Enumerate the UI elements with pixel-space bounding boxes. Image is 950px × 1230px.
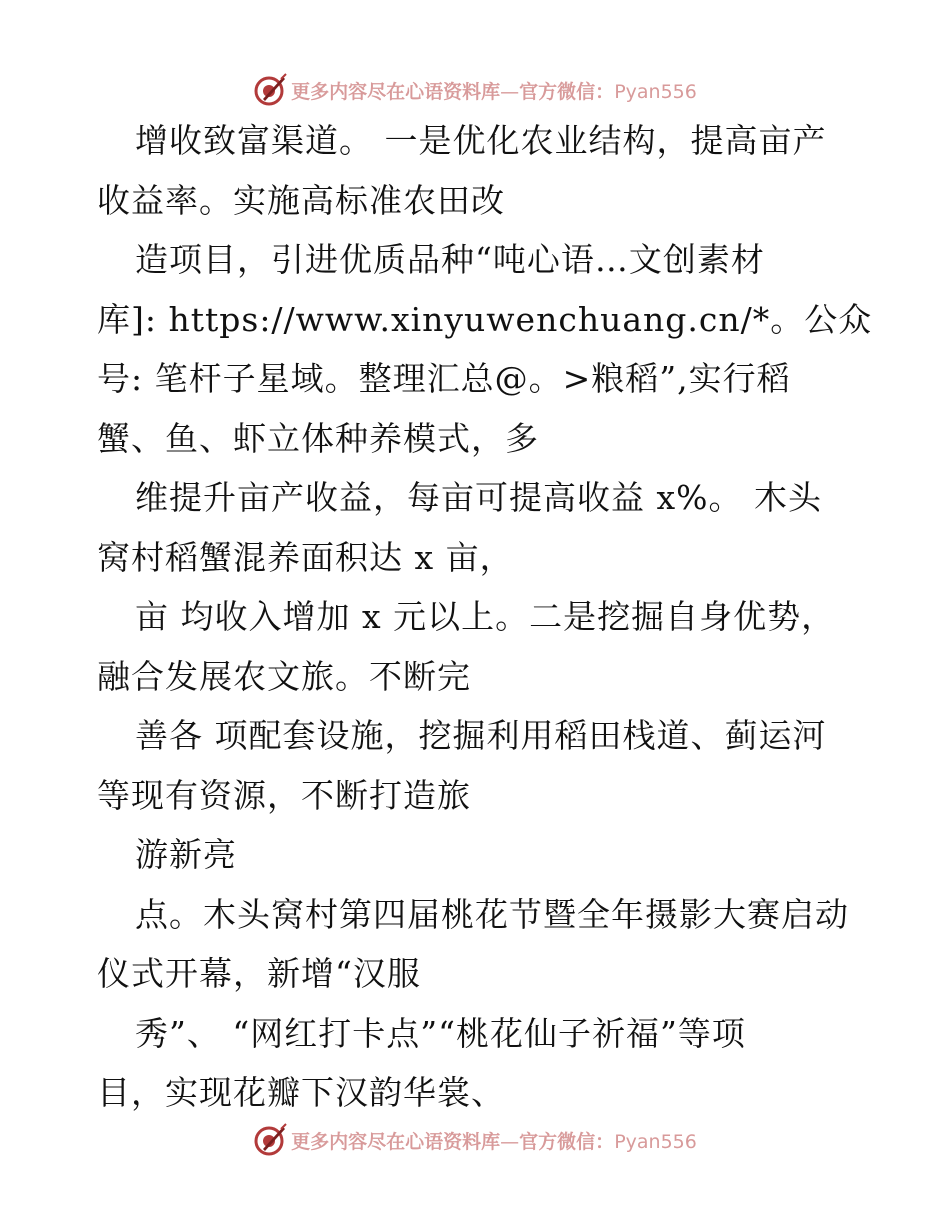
pen-logo-icon <box>253 73 287 107</box>
footer-banner <box>0 1120 950 1160</box>
body-line-3: 造项目，引进优质品种“吨心语…文创素材 <box>135 240 765 279</box>
header-banner-text <box>291 77 697 104</box>
body-line-12: 等现有资源，不断打造旅 <box>97 776 471 815</box>
body-line-11: 善各 项配套设施，挖掘利用稻田栈道、蓟运河 <box>135 716 827 755</box>
body-line-7: 维提升亩产收益，每亩可提高收益 x%。 木头 <box>135 478 822 517</box>
header-handle: Pyan556 <box>614 80 697 103</box>
body-line-15: 仪式开幕，新增“汉服 <box>97 954 421 993</box>
header-banner <box>0 70 950 110</box>
footer-banner-text <box>291 1127 697 1154</box>
body-line-1: 增收致富渠道。 一是优化农业结构，提高亩产 <box>135 121 827 160</box>
footer-handle: Pyan556 <box>614 1130 697 1153</box>
footer-separator: — <box>500 1130 520 1153</box>
header-separator: — <box>500 80 520 103</box>
pen-logo-icon <box>253 1123 287 1157</box>
header-brand: 更多内容尽在心语资料库 <box>291 80 501 103</box>
footer-brand: 更多内容尽在心语资料库 <box>291 1130 501 1153</box>
body-line-13: 游新亮 <box>135 835 237 874</box>
body-line-17: 目，实现花瓣下汉韵华裳、 <box>97 1073 505 1112</box>
body-line-16: 秀”、 “网红打卡点”“桃花仙子祈福”等项 <box>135 1014 746 1053</box>
footer-official: 官方微信： <box>519 1130 615 1153</box>
body-line-4: 库]: https://www.xinyuwenchuang.cn/*。公众 <box>97 300 873 339</box>
body-line-6: 蟹、鱼、虾立体种养模式，多 <box>97 419 539 458</box>
body-line-5: 号: 笔杆子星域。整理汇总@。>粮稻”,实行稻 <box>97 359 791 398</box>
body-line-8: 窝村稻蟹混养面积达 x 亩， <box>97 538 514 577</box>
body-line-14: 点。木头窝村第四届桃花节暨全年摄影大赛启动 <box>135 895 849 934</box>
body-line-10: 融合发展农文旅。不断完 <box>97 657 471 696</box>
body-line-9: 亩 均收入增加 x 元以上。二是挖掘自身优势， <box>135 597 836 636</box>
header-official: 官方微信： <box>519 80 615 103</box>
body-line-2: 收益率。实施高标准农田改 <box>97 181 505 220</box>
